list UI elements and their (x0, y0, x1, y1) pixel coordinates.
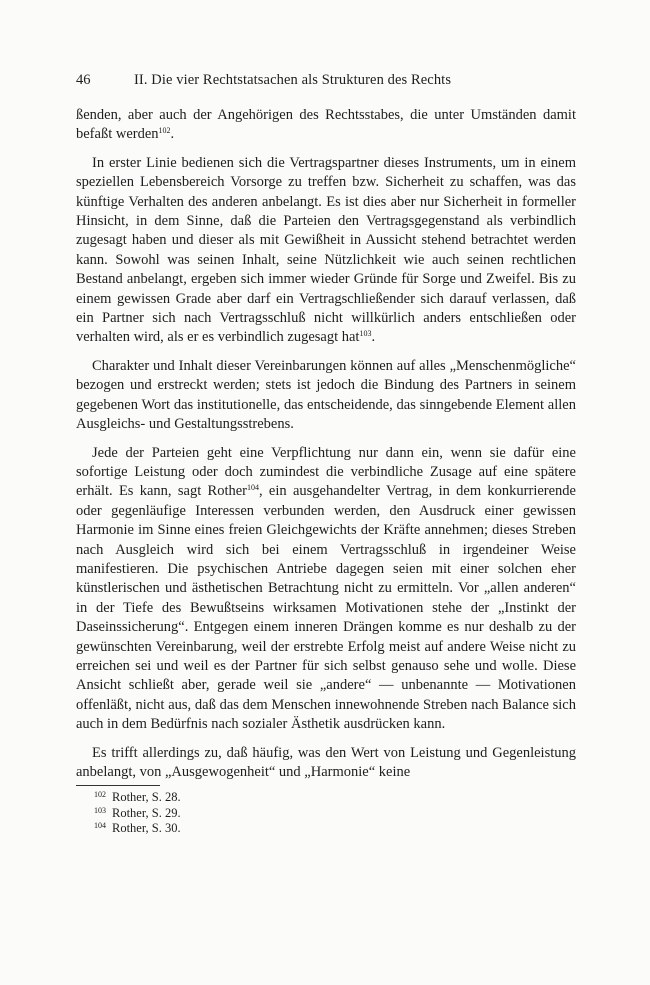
body-text (76, 106, 576, 782)
footnote-text: Rother, S. 28. (112, 790, 181, 805)
footnote-text: Rother, S. 30. (112, 821, 181, 836)
footnote-ref: 102 (158, 126, 171, 136)
footnote-number: 103 (94, 805, 106, 815)
paragraph: In erster Linie bedienen sich die Vertragspartner dieses Instruments, um in einem speziellen Lebensbereich Vorsorge zu treffen bzw. Sicherheit zu schaffen, was das künftige Verhalten des anderen anbelangt. Es ist dies aber nur Sicherheit in formeller Hinsicht, in dem Sinne, daß die Parteien den Vertragsgegenstand als verbindlich zugesagt haben und dieser als mit Gewißheit in Aussicht stehend betrachtet werden kann. Sowohl was seinen Inhalt, seine Nützlichkeit wie auch seinen rechtlichen Bestand anbelangt, ergeben sich immer wieder Gründe für Sorge und Zweifel. Bis zu einem gewissen Grade aber darf ein Vertragschließender sich darauf verlassen, daß ein Partner sich nach Vertragsschluß nicht willkürlich anders entschließen oder verhalten wird, als er es verbindlich zugesagt hat$^{103}$. (76, 154, 576, 346)
footnote-ref: 104 (247, 483, 259, 493)
paragraph: ßenden, aber auch der Angehörigen des Rechtsstabes, die unter Umständen damit befaßt werden$^{102}$. (76, 107, 576, 143)
footnotes (76, 790, 576, 837)
paragraph: Es trifft allerdings zu, daß häufig, was den Wert von Leistung und Gegenleistung anbelangt, von „Ausgewogenheit“ und „Harmonie“ keine (76, 744, 576, 780)
footnote-divider (76, 785, 160, 786)
running-title: II. Die vier Rechtstatsachen als Strukturen des Rechts (134, 72, 452, 88)
footnote-number: 104 (94, 821, 106, 831)
footnote-ref: 103 (359, 329, 372, 339)
footnote (76, 806, 576, 822)
footnote (76, 821, 576, 837)
book-page (76, 72, 576, 837)
running-header (76, 72, 576, 96)
footnote (76, 790, 576, 806)
footnote-number: 102 (94, 790, 106, 800)
paragraph: Charakter und Inhalt dieser Vereinbarungen können auf alles „Menschenmögliche“ bezogen und erstreckt werden; stets ist jedoch die Bindung des Partners in seinem gegebenen Wort das institutionelle, das entscheidende, das sinngebende Element allen Ausgleichs- und Gestaltungsstrebens. (76, 357, 576, 433)
page-number: 46 (76, 72, 91, 88)
footnote-text: Rother, S. 29. (112, 805, 181, 820)
paragraph: Jede der Parteien geht eine Verpflichtung nur dann ein, wenn sie dafür eine sofortige Leistung oder doch zumindest die verbindliche Zusage auf eine spätere erhält. Es kann, sagt Rother$^{104}$, ein ausgehandelter Vertrag, in dem konkurrierende oder gegenläufige Interessen verbunden werden, den Ausdruck einer gewissen Harmonie im Sinne eines freien Gleichgewichts der Kräfte annehmen; dieses Streben nach Ausgleich wird sich bei einem Vertragsschluß in irgendeiner Weise manifestieren. Die psychischen Antriebe dagegen seien mit einer solchen eher künstlerischen und ästhetischen Betrachtung nicht zu ermitteln. Vor „allen anderen“ in der Tiefe des Bewußtseins wirksamen Motivationen stehe der „Instinkt der Daseinssicherung“. Entgegen einem inneren Drängen komme es nur deshalb zu der gewünschten Vereinbarung, weil der erstrebte Erfolg meist auf andere Weise nicht zu erreichen sei und weil es der Partner für sich selbst genauso sehe und wolle. Diese Ansicht schließt aber, gerade weil sie „andere“ — unbenannte — Motivationen offenläßt, nicht aus, daß das dem Menschen innewohnende Streben nach Balance sich auch in dem Bedürfnis nach sozialer Ästhetik ausdrücken kann. (76, 444, 576, 733)
